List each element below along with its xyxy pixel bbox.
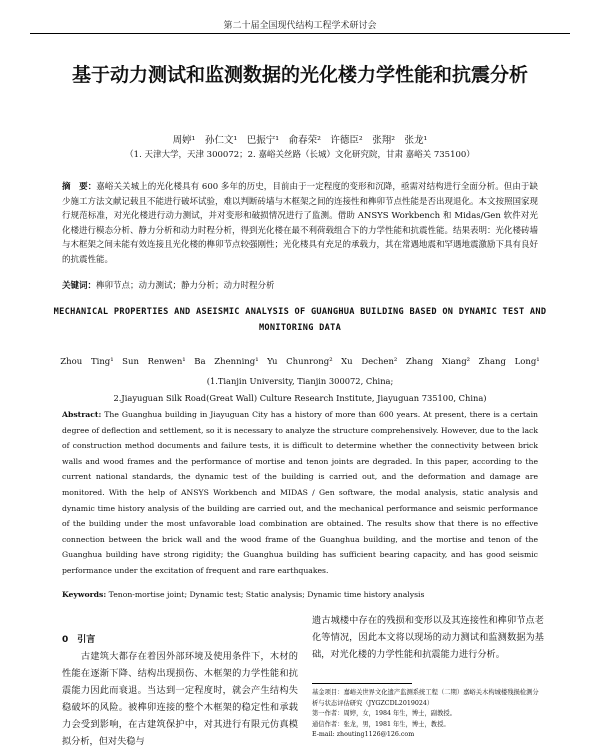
keywords-english-text: Tenon-mortise joint; Dynamic test; Static analysis; Dynamic time history analysis [108,590,425,599]
affiliations-chinese: （1. 天津大学，天津 300072；2. 嘉峪关丝路（长城）文化研究院，甘肃 嘉峪关 735100） [125,150,475,160]
introduction-left-column [62,648,298,750]
introduction-continuation: 遗古城楼中存在的残损和变形以及其连接性和榫卯节点老化等情况，因此本文将以现场的动力测试和监测数据为基础，对光化楼的力学性能和抗震能力进行分析。 [312,615,544,660]
abstract-english [62,407,538,579]
authors-english: Zhou Ting¹ Sun Renwen¹ Ba Zhenning¹ Yu Chunrong² Xu Dechen² Zhang Xiang² Zhang Long¹ [60,357,540,367]
keywords-english [62,590,538,599]
title-english-line-1: MECHANICAL PROPERTIES AND ASEISMIC ANALYSIS OF GUANGHUA BUILDING BASED ON DYNAMIC TEST AND [53,307,547,317]
footnote-funding: 基金项目：嘉峪关世界文化遗产监测系统工程（二期）嘉峪关木构城楼残损检测分析与状态评估研究（JYGZCDL2019024） [312,689,539,707]
keywords-chinese-text: 榫卯节点；动力测试；静力分析；动力时程分析 [96,281,275,291]
footnote-email: E-mail: zhouting1126@126.com [312,731,415,738]
footnote-first-author: 第一作者：周婷，女，1984 年生，博士，副教授。 [312,710,456,717]
keywords-chinese-label: 关键词： [62,281,97,291]
abstract-english-text: The Guanghua building in Jiayuguan City has a history of more than 600 years. At present, there is a certain degree of deflection and settlement, so it is necessary to analyze the structure comprehensively. However, due to the lack of construction method documents and failure tests, it is difficult to determine whether the connectivity between brick walls and wood frames and the performance of mortise and tenon joints are degraded. In this paper, according to the current national standards, the dynamic test of the building is carried out, and the deformation and damage are monitored. With the help of ANSYS Workbench and MIDAS / Gen software, the modal analysis, static analysis and dynamic time history analysis of the building are carried out, and the mechanical performance and seismic performance of the building under the most unfavorable load combination are obtained. The results show that there is no effective connection between the brick wall and the wood frame of the Guanghua building, and the mortise and tenon of the Guanghua building have strong rigidity; the Guanghua building has sufficient bearing capacity, and has good seismic performance under the excitation of frequent and rare earthquakes. [62,410,538,575]
abstract-chinese-text: 嘉峪关关城上的光化楼具有 600 多年的历史，目前由于一定程度的变形和沉降，亟需对结构进行全面分析。但由于缺少施工方法文献记载且不能进行破坏试验，难以判断砖墙与木框架之间的连接性和榫卯节点性能是否出现退化。本文按照国家现行规范标准，对光化楼进行动力测试，并对变形和破损情况进行了监测。借助 ANSYS Workbench 和 Midas/Gen 软件对光化楼进行模态分析、静力分析和动力时程分析，得到光化楼在最不利荷载组合下的力学性能和抗震性能。结果表明：光化楼砖墙与木框架之间未能有效连接且光化楼的榫卯节点较强刚性；光化楼具有充足的承载力，其在常遇地震和罕遇地震激励下具有良好的抗震性能。 [62,182,539,265]
header-rule [30,33,570,34]
authors-chinese: 周婷¹ 孙仁文¹ 巴振宁¹ 俞春荣² 许德臣² 张翔² 张龙¹ [172,135,428,146]
introduction-right-column [312,612,544,663]
keywords-english-label: Keywords: [62,590,107,599]
title-chinese: 基于动力测试和监测数据的光化楼力学性能和抗震分析 [71,64,528,86]
abstract-english-label: Abstract: [62,410,102,419]
footnote-corresponding-author: 通信作者：张龙，男，1981 年生，博士，教授。 [312,720,450,728]
footnote-rule [312,683,412,684]
running-header: 第二十届全国现代结构工程学术研讨会 [223,21,377,31]
affiliations-english [40,373,560,407]
section-heading-introduction: 0 引言 [62,635,96,645]
title-english [40,304,560,336]
footnote [312,688,544,741]
keywords-chinese [62,279,538,291]
affiliation-english-2: 2.Jiayuguan Silk Road(Great Wall) Culture Research Institute, Jiayuguan 735100, China) [113,393,487,403]
title-english-line-2: MONITORING DATA [258,323,342,333]
introduction-paragraph: 古建筑大都存在着因外部环境及使用条件下，木材的性能在逐渐下降、结构出现损伤、木框架的力学性能和抗震能力因此而衰退。当达到一定程度时，就会产生结构失稳破坏的风险。被榫卯连接的整个木框架的稳定性和承载力会受到影响，在古建筑保护中，对其进行有限元仿真模拟分析，但对失稳与 [62,651,298,747]
affiliation-english-1: (1.Tianjin University, Tianjin 300072, China; [206,376,394,386]
abstract-chinese-label: 摘 要： [62,182,97,192]
abstract-chinese [62,180,538,268]
